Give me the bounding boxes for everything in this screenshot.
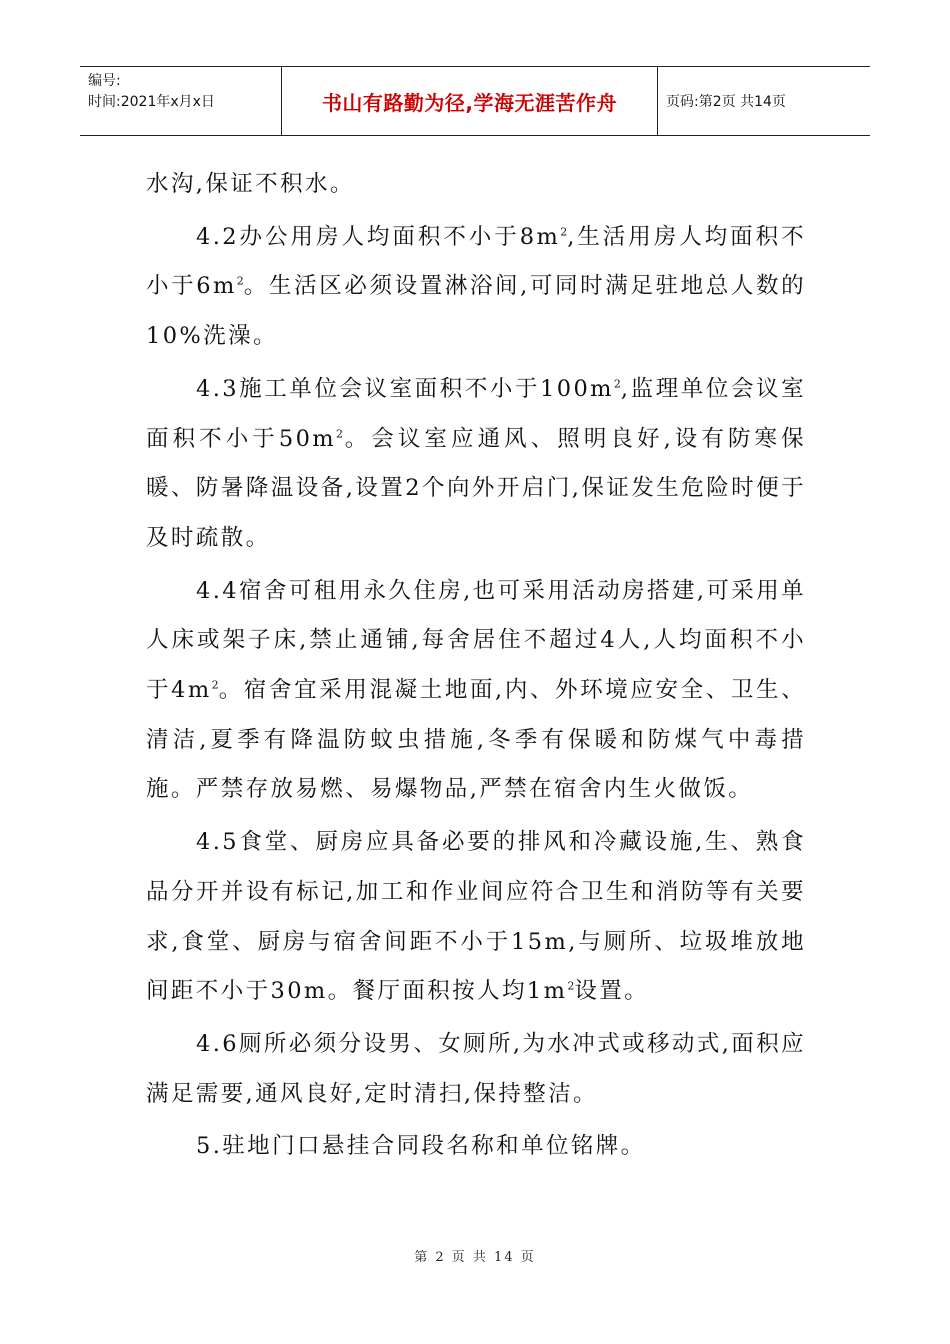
document-number-label: 编号: bbox=[88, 73, 121, 89]
paragraph-4-5: 4.5食堂、厨房应具备必要的排风和冷藏设施,生、熟食品分开并设有标记,加工和作业间应符合卫生和消防等有关要求,食堂、厨房与宿舍间距不小于15m,与厕所、垃圾堆放地间距不小于30m。餐厅面积按人均$1m^2$设置。 bbox=[146, 829, 806, 1005]
header-page-label: 页码:第2页 共14页 bbox=[666, 94, 786, 110]
paragraph-4-2: 4.2办公用房人均面积不小于$8m^2$,生活用房人均面积不小于$6m^2$。生活区必须设置淋浴间,可同时满足驻地总人数的10%洗澡。 bbox=[146, 223, 806, 350]
header-meta-cell bbox=[80, 67, 282, 135]
paragraph-continuation: 水沟,保证不积水。 bbox=[146, 171, 355, 197]
page-footer: 第 2 页 共 14 页 bbox=[414, 1250, 536, 1265]
paragraph-4-6: 4.6厕所必须分设男、女厕所,为水冲式或移动式,面积应满足需要,通风良好,定时清扫,保持整洁。 bbox=[146, 1030, 806, 1107]
document-header bbox=[80, 66, 870, 136]
header-motto: 书山有路勤为径,学海无涯苦作舟 bbox=[282, 67, 658, 135]
paragraph-5: 5.驻地门口悬挂合同段名称和单位铭牌。 bbox=[196, 1133, 646, 1160]
paragraph-4-4: 4.4宿舍可租用永久住房,也可采用活动房搭建,可采用单人床或架子床,禁止通铺,每舍居住不超过4人,人均面积不小于$4m^2$。宿舍宜采用混凝土地面,内、外环境应安全、卫生、清洁,夏季有降温防蚊虫措施,冬季有保暖和防煤气中毒措施。严禁存放易燃、易爆物品,严禁在宿舍内生火做饭。 bbox=[146, 577, 806, 803]
document-date-label: 时间:2021年x月x日 bbox=[88, 94, 215, 110]
document-body bbox=[146, 160, 806, 1175]
paragraph-4-3: 4.3施工单位会议室面积不小于$100m^2$,监理单位会议室面积不小于$50m^2$。会议室应通风、照明良好,设有防寒保暖、防暑降温设备,设置2个向外开启门,保证发生危险时便于及时疏散。 bbox=[146, 375, 806, 551]
